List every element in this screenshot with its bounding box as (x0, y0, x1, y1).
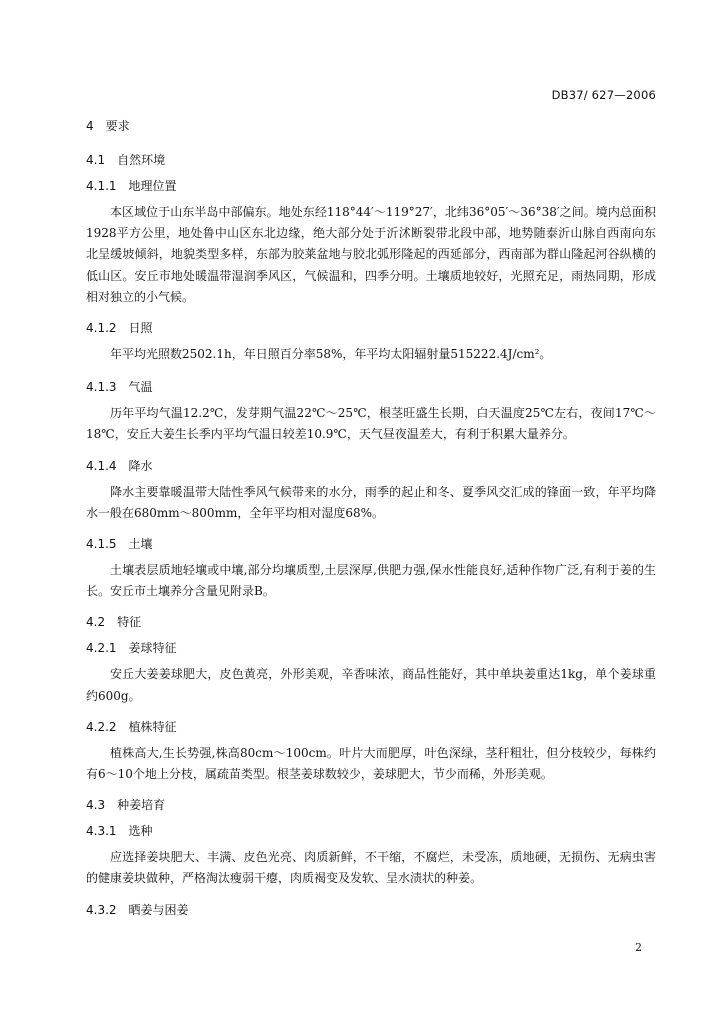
document-body (86, 114, 656, 926)
page-number: 2 (635, 941, 642, 954)
paragraph: 应选择姜块肥大、丰满、皮色光亮、肉质新鲜，不干缩，不腐烂，未受冻，质地硬，无损伤、无病虫害的健康姜块做种，严格淘汰瘦弱干瘪，肉质褐变及发软、呈水渍状的种姜。 (86, 850, 656, 886)
section-heading: 4.1.4 降水 (86, 458, 153, 473)
section-heading: 4.1.5 土壤 (86, 537, 153, 552)
section-heading: 4.1.2 日照 (86, 321, 153, 336)
section-heading: 4.3.2 晒姜与困姜 (86, 902, 189, 917)
section-heading: 4.1.1 地理位置 (86, 179, 177, 193)
section-heading: 4.2 特征 (86, 615, 142, 630)
paragraph: 本区域位于山东半岛中部偏东。地处东经118°44′～119°27′，北纬36°05′～36°38′之间。境内总面积1928平方公里，地处鲁中山区东北边缘，绝大部分处于沂沭断裂带北段中部，地势随泰沂山脉自西南向东北呈缓坡倾斜，地貌类型多样，东部为胶莱盆地与胶北弧形隆起的西延部分，西南部为群山隆起河谷纵横的低山区。安丘市地处暖温带湿润季风区，气候温和，四季分明。土壤质地较好，光照充足，雨热同期，形成相对独立的小气候。 (86, 205, 656, 304)
paragraph: 土壤表层质地轻壤或中壤,部分均壤质型,土层深厚,供肥力强,保水性能良好,适种作物广泛,有利于姜的生长。安丘市土壤养分含量见附录B。 (86, 563, 656, 599)
standard-code: DB37/ 627—2006 (551, 88, 656, 102)
paragraph: 年平均光照数2502.1h，年日照百分率58%，年平均太阳辐射量515222.4J/cm²。 (110, 347, 552, 362)
section-heading: 4.3.1 选种 (86, 824, 153, 839)
paragraph: 植株高大,生长势强,株高80cm～100cm。叶片大而肥厚，叶色深绿，茎秆粗壮，但分枝较少，每株约有6～10个地上分枝，属疏苗类型。根茎姜球数较少，姜球肥大，节少而稀，外形美观。 (86, 745, 656, 782)
section-heading: 4.1 自然环境 (86, 153, 166, 167)
section-heading: 4.2.2 植株特征 (86, 719, 177, 734)
section-heading: 4 要求 (86, 119, 130, 133)
section-heading: 4.3 种姜培育 (86, 798, 166, 813)
paragraph: 历年平均气温12.2℃，发芽期气温22℃～25℃，根茎旺盛生长期，白天温度25℃左右，夜间17℃～18℃，安丘大姜生长季内平均气温日较差10.9℃，天气昼夜温差大，有利于积累大量养分。 (86, 406, 656, 442)
section-heading: 4.1.3 气温 (86, 380, 153, 395)
paragraph: 安丘大姜姜球肥大，皮色黄亮，外形美观，辛香味浓，商品性能好，其中单块姜重达1kg，单个姜球重约600g。 (86, 667, 656, 703)
paragraph: 降水主要靠暖温带大陆性季风气候带来的水分，雨季的起止和冬、夏季风交汇成的锋面一致，年平均降水一般在680mm～800mm，全年平均相对湿度68%。 (86, 484, 656, 520)
section-heading: 4.2.1 姜球特征 (86, 641, 177, 656)
